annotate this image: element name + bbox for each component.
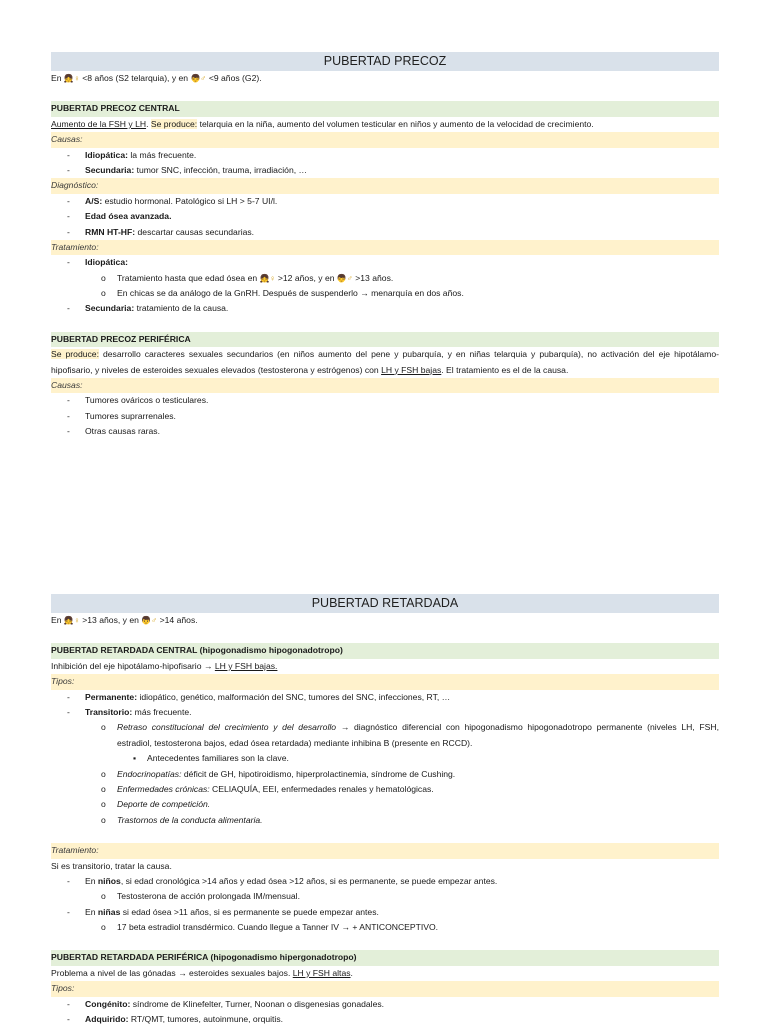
text: Tratamiento hasta que edad ósea en [117, 272, 260, 283]
text: En [51, 73, 64, 83]
boy-male-icon: 👦♂ [141, 616, 158, 625]
text: desarrollo caracteres sexuales secundarios (en niños aumento del pene y pubarquía, y en niñas telarquia y pubarquía), no activación del eje hipotálamo-hipofisario, y niveles de esteroides sexuales elevados (testosterona y estrógenos) con [51, 349, 719, 375]
list-item [51, 163, 719, 178]
label-causas: Causas: [51, 132, 719, 147]
label-tratamiento: Tratamiento: [51, 843, 719, 858]
circle-bullet: o [101, 891, 106, 902]
text: , si edad cronológica >14 años y edad ósea >12 años, si es permanente, se puede empezar antes. [120, 875, 498, 886]
girl-female-icon: 👧♀ [259, 273, 276, 283]
sub-list-item [51, 767, 719, 782]
text: >13 años, y en [79, 615, 142, 625]
sub-list-item [51, 271, 719, 286]
highlight: Se produce: [51, 349, 99, 360]
text: Inhibición del eje hipotálamo-hipofisario → [51, 660, 215, 671]
text: . [350, 967, 353, 978]
sub-list-item [51, 782, 719, 797]
text: En chicas se da análogo de la GnRH. Después de suspenderlo → menarquía en dos años. [117, 288, 464, 299]
circle-bullet: o [101, 272, 106, 283]
text: Secundaria: [85, 303, 135, 314]
text: déficit de GH, hipotiroidismo, hiperprolactinemia, síndrome de Cushing. [181, 768, 456, 779]
text: Antecedentes familiares son la clave. [147, 753, 289, 764]
circle-bullet: o [101, 922, 106, 933]
text: Testosterona de acción prolongada IM/mensual. [117, 891, 300, 902]
highlight: Se produce: [150, 118, 198, 129]
circle-bullet: o [101, 783, 106, 794]
text: Idiopática: [85, 149, 128, 160]
boy-male-icon: 👦♂ [190, 74, 207, 83]
text: síndrome de Klinefelter, Turner, Noonan o disgenesias gonadales. [130, 998, 385, 1009]
list-item [51, 225, 719, 240]
text: Tumores ováricos o testiculares. [85, 395, 209, 406]
circle-bullet: o [101, 288, 106, 299]
intro-line [51, 613, 719, 628]
sub-list-item [51, 889, 719, 904]
intro-line [51, 71, 719, 86]
text: >12 años, y en [275, 272, 337, 283]
text: Edad ósea avanzada. [85, 211, 172, 222]
boy-male-icon: 👦♂ [336, 273, 353, 283]
text: LH y FSH bajas. [214, 660, 278, 671]
sub-list-item [51, 720, 719, 751]
text: . [146, 118, 151, 129]
text: Permanente: [85, 691, 138, 702]
dash-bullet: - [67, 195, 70, 206]
text: . El tratamiento es el de la causa. [441, 364, 569, 375]
text: Problema a nivel de las gónadas → esteroides sexuales bajos. [51, 967, 293, 978]
circle-bullet: o [101, 768, 106, 779]
text: más frecuente. [132, 706, 192, 717]
list-item [51, 905, 719, 920]
text: En [85, 875, 98, 886]
dash-bullet: - [67, 211, 70, 222]
square-bullet: ▪ [133, 753, 137, 764]
text: niños [97, 875, 121, 886]
text: niñas [97, 906, 121, 917]
section-title: PUBERTAD RETARDADA [51, 594, 719, 613]
text: <9 años (G2). [206, 73, 262, 83]
text: Retraso constitucional del crecimiento y del desarrollo [117, 722, 337, 733]
text: descartar causas secundarias. [135, 226, 255, 237]
text: Enfermedades crónicas: [117, 783, 210, 794]
girl-female-icon: 👧♀ [63, 74, 80, 83]
dash-bullet: - [67, 998, 70, 1009]
text: idiopático, genético, malformación del SNC, tumores del SNC, infecciones, RT, … [137, 691, 451, 702]
section-pubertad-precoz [51, 0, 719, 440]
section-pubertad-retardada [51, 594, 719, 1027]
text: A/S: [85, 195, 103, 206]
text: Secundaria: [85, 164, 135, 175]
sub-list-item [51, 286, 719, 301]
paragraph: Si es transitorio, tratar la causa. [51, 860, 172, 871]
circle-bullet: o [101, 799, 106, 810]
dash-bullet: - [67, 691, 70, 702]
dash-bullet: - [67, 303, 70, 314]
list-item [51, 409, 719, 424]
paragraph [51, 966, 719, 981]
subsection-heading: PUBERTAD PRECOZ PERIFÉRICA [51, 332, 719, 347]
text: >13 años. [352, 272, 394, 283]
text: Endocrinopatías: [117, 768, 182, 779]
text: tumor SNC, infección, trauma, irradiación, … [134, 164, 308, 175]
dash-bullet: - [67, 906, 70, 917]
dash-bullet: - [67, 875, 70, 886]
paragraph [51, 117, 719, 132]
label-tipos: Tipos: [51, 981, 719, 996]
dash-bullet: - [67, 426, 70, 437]
subsection-heading: PUBERTAD RETARDADA PERIFÉRICA (hipogonadismo hipergonadotropo) [51, 950, 719, 965]
dash-bullet: - [67, 257, 70, 268]
label-causas: Causas: [51, 378, 719, 393]
text: Deporte de competición. [117, 799, 211, 810]
list-item [51, 209, 719, 224]
text: tratamiento de la causa. [134, 303, 229, 314]
text: 17 beta estradiol transdérmico. Cuando llegue a Tanner IV → + ANTICONCEPTIVO. [117, 922, 439, 933]
sub-sub-list-item [51, 751, 719, 766]
text: <8 años (S2 telarquia), y en [79, 73, 191, 83]
list-item [51, 997, 719, 1012]
text: la más frecuente. [127, 149, 197, 160]
dash-bullet: - [67, 1014, 70, 1025]
list-item [51, 705, 719, 720]
label-tratamiento: Tratamiento: [51, 240, 719, 255]
text: Otras causas raras. [85, 426, 160, 437]
girl-female-icon: 👧♀ [63, 616, 80, 625]
text: LH y FSH altas [292, 967, 351, 978]
text: Tumores suprarrenales. [85, 410, 176, 421]
dash-bullet: - [67, 410, 70, 421]
text: RT/QMT, tumores, autoinmune, orquitis. [128, 1014, 284, 1025]
text: CELIAQUÍA, EEI, enfermedades renales y hematológicas. [209, 783, 434, 794]
dash-bullet: - [67, 164, 70, 175]
list-item [51, 255, 719, 270]
dash-bullet: - [67, 395, 70, 406]
text: → diagnóstico diferencial con hipogonadismo hipogonadotropo permanente (niveles LH, FSH, estradiol, testosterona bajos, edad ósea retardada) mediante inhibina B (presente en RCCD). [117, 722, 719, 748]
text: si edad ósea >11 años, si es permanente se puede empezar antes. [120, 906, 379, 917]
list-item [51, 301, 719, 316]
text: En [85, 906, 98, 917]
text: Idiopática: [85, 257, 128, 268]
circle-bullet: o [101, 814, 106, 825]
text: Adquirido: [85, 1014, 129, 1025]
text: >14 años. [157, 615, 198, 625]
text: Congénito: [85, 998, 131, 1009]
text: En [51, 615, 64, 625]
text: Aumento de la FSH y LH [51, 118, 147, 129]
dash-bullet: - [67, 226, 70, 237]
text: Transitorio: [85, 706, 133, 717]
list-item [51, 194, 719, 209]
sub-list-item [51, 920, 719, 935]
text: estudio hormonal. Patológico si LH > 5-7 UI/l. [102, 195, 278, 206]
text: telarquia en la niña, aumento del volumen testicular en niños y aumento de la velocidad de crecimiento. [197, 118, 594, 129]
paragraph [51, 659, 719, 674]
label-tipos: Tipos: [51, 674, 719, 689]
sub-list-item [51, 797, 719, 812]
text: RMN HT-HF: [85, 226, 136, 237]
list-item [51, 1012, 719, 1027]
list-item [51, 874, 719, 889]
paragraph [51, 347, 719, 378]
subsection-heading: PUBERTAD PRECOZ CENTRAL [51, 101, 719, 116]
list-item [51, 424, 719, 439]
dash-bullet: - [67, 149, 70, 160]
circle-bullet: o [101, 722, 106, 733]
text: LH y FSH bajas [381, 364, 442, 375]
sub-list-item [51, 813, 719, 828]
list-item [51, 393, 719, 408]
text: Trastornos de la conducta alimentaria. [117, 814, 263, 825]
list-item [51, 148, 719, 163]
section-title: PUBERTAD PRECOZ [51, 52, 719, 71]
label-diagnostico: Diagnóstico: [51, 178, 719, 193]
list-item [51, 690, 719, 705]
subsection-heading: PUBERTAD RETARDADA CENTRAL (hipogonadismo hipogonadotropo) [51, 643, 719, 658]
dash-bullet: - [67, 706, 70, 717]
